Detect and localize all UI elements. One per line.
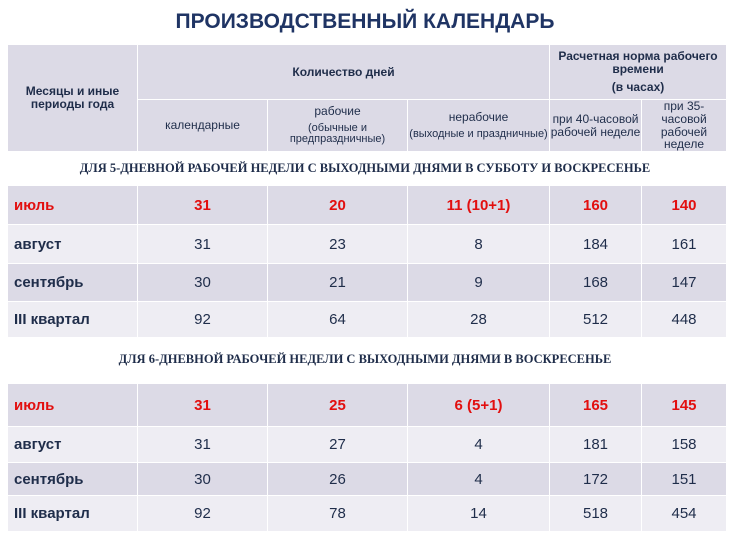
calendar-cell: 30 — [138, 463, 268, 496]
calendar-cell: 92 — [138, 496, 268, 532]
months-header: Месяцы и иные периоды года — [8, 45, 138, 152]
month-cell: июль — [8, 186, 138, 225]
working-cell: 20 — [268, 186, 408, 225]
hours-40-cell: 184 — [550, 225, 642, 264]
table-row — [8, 496, 727, 532]
nonworking-cell: 4 — [408, 427, 550, 463]
working-cell: 26 — [268, 463, 408, 496]
hours-35-cell: 448 — [642, 302, 727, 338]
working-cell: 64 — [268, 302, 408, 338]
month-cell: август — [8, 225, 138, 264]
calendar-days-header: календарные — [138, 100, 268, 152]
hours-35-cell: 145 — [642, 384, 727, 427]
nonworking-cell: 8 — [408, 225, 550, 264]
nonworking-days-note: (выходные и праздничные) — [409, 127, 548, 140]
table-row — [8, 302, 727, 338]
calendar-cell: 31 — [138, 186, 268, 225]
working-cell: 21 — [268, 264, 408, 302]
hours-40-cell: 168 — [550, 264, 642, 302]
table-6day — [7, 383, 727, 532]
norm-header-line2: (в часах) — [611, 80, 665, 95]
hours-35-cell: 161 — [642, 225, 727, 264]
header-table — [7, 44, 727, 152]
working-cell: 23 — [268, 225, 408, 264]
nonworking-cell: 6 (5+1) — [408, 384, 550, 427]
working-cell: 78 — [268, 496, 408, 532]
table-row — [8, 264, 727, 302]
hours-40-cell: 160 — [550, 186, 642, 225]
section-title-5day: ДЛЯ 5-ДНЕВНОЙ РАБОЧЕЙ НЕДЕЛИ С ВЫХОДНЫМИ ДНЯМИ В СУББОТУ И ВОСКРЕСЕНЬЕ — [79, 161, 651, 175]
working-days-note: (обычные и предпраздничные) — [289, 121, 386, 146]
working-cell: 27 — [268, 427, 408, 463]
table-5day — [7, 185, 727, 338]
working-days-label: рабочие — [314, 104, 361, 119]
hours-40-header: при 40-часовой рабочей неделе — [550, 100, 642, 152]
hours-35-header: при 35-часовой рабочей неделе — [642, 100, 727, 152]
table-row — [8, 427, 727, 463]
hours-35-cell: 151 — [642, 463, 727, 496]
nonworking-cell: 11 (10+1) — [408, 186, 550, 225]
month-cell: сентябрь — [8, 264, 138, 302]
nonworking-days-header — [408, 100, 550, 152]
table-row — [8, 225, 727, 264]
hours-40-cell: 165 — [550, 384, 642, 427]
hours-40-cell: 512 — [550, 302, 642, 338]
hours-35-cell: 147 — [642, 264, 727, 302]
hours-35-cell: 454 — [642, 496, 727, 532]
table-row — [8, 463, 727, 496]
nonworking-cell: 4 — [408, 463, 550, 496]
calendar-cell: 31 — [138, 225, 268, 264]
month-cell: III квартал — [8, 302, 138, 338]
table-row — [8, 186, 727, 225]
nonworking-cell: 28 — [408, 302, 550, 338]
nonworking-cell: 9 — [408, 264, 550, 302]
page-title: ПРОИЗВОДСТВЕННЫЙ КАЛЕНДАРЬ — [175, 10, 555, 33]
month-cell: июль — [8, 384, 138, 427]
nonworking-days-label: нерабочие — [448, 109, 509, 124]
working-days-header — [268, 100, 408, 152]
section-title-6day: ДЛЯ 6-ДНЕВНОЙ РАБОЧЕЙ НЕДЕЛИ С ВЫХОДНЫМИ ДНЯМИ В ВОСКРЕСЕНЬЕ — [118, 352, 612, 366]
hours-35-cell: 140 — [642, 186, 727, 225]
working-cell: 25 — [268, 384, 408, 427]
month-cell: III квартал — [8, 496, 138, 532]
norm-header — [550, 45, 727, 100]
nonworking-cell: 14 — [408, 496, 550, 532]
hours-40-cell: 172 — [550, 463, 642, 496]
calendar-cell: 31 — [138, 427, 268, 463]
norm-header-line1: Расчетная норма рабочего времени — [558, 49, 718, 76]
hours-40-cell: 181 — [550, 427, 642, 463]
month-cell: август — [8, 427, 138, 463]
calendar-cell: 92 — [138, 302, 268, 338]
hours-35-cell: 158 — [642, 427, 727, 463]
table-row — [8, 384, 727, 427]
days-count-header: Количество дней — [138, 45, 550, 100]
hours-40-cell: 518 — [550, 496, 642, 532]
calendar-cell: 31 — [138, 384, 268, 427]
month-cell: сентябрь — [8, 463, 138, 496]
calendar-cell: 30 — [138, 264, 268, 302]
